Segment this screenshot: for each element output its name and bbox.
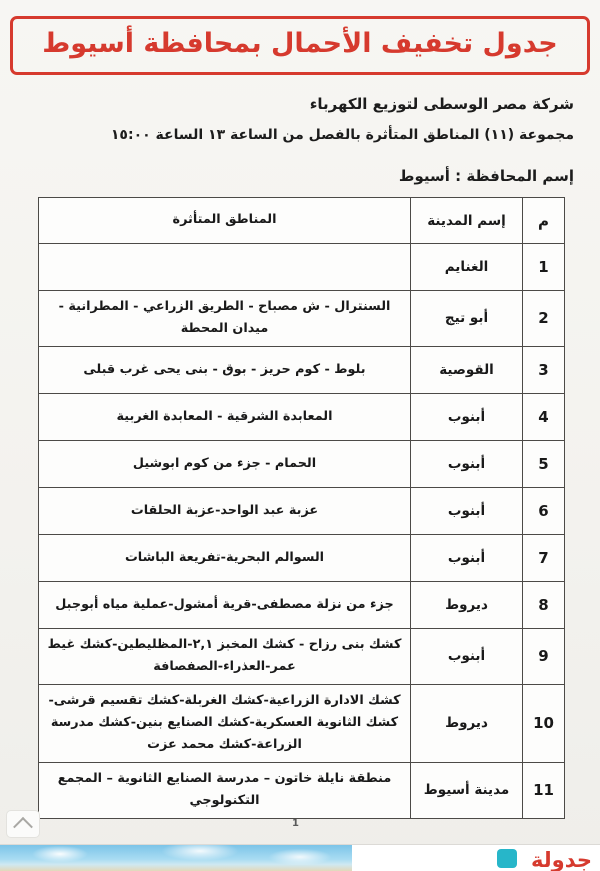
- row-number: 8: [523, 581, 565, 628]
- row-number: 11: [523, 762, 565, 818]
- row-city-name: ديروط: [411, 684, 523, 762]
- row-affected-areas: [39, 244, 411, 291]
- document-title-box: [10, 16, 590, 75]
- table-body: [39, 244, 565, 819]
- row-number: 5: [523, 440, 565, 487]
- table-row: [39, 534, 565, 581]
- chevron-up-icon: [13, 817, 33, 837]
- banner-text-area: [352, 845, 600, 871]
- governorate-line: إسم المحافظة : أسيوط: [398, 167, 574, 185]
- page-number: 1: [292, 818, 299, 829]
- table-row: [39, 346, 565, 393]
- row-number: 2: [523, 291, 565, 347]
- table-row: [39, 393, 565, 440]
- table-row: [39, 487, 565, 534]
- row-city-name: أبو تيج: [411, 291, 523, 347]
- row-city-name: ديروط: [411, 581, 523, 628]
- row-affected-areas: المعابدة الشرقية - المعابدة الغربية: [39, 393, 411, 440]
- row-number: 1: [523, 244, 565, 291]
- bottom-banner[interactable]: [0, 844, 600, 871]
- col-header-city: إسم المدينة: [411, 198, 523, 244]
- banner-title: جدولة: [531, 847, 592, 871]
- group-schedule-line: مجموعة (١١) المناطق المتأثرة بالفصل من الساعة ١٣ الساعة ١٥:٠٠: [110, 127, 574, 143]
- row-affected-areas: كشك الادارة الزراعية-كشك الغربلة-كشك تقسيم قرشى-كشك الثانوية العسكرية-كشك الصنايع بنين-كشك مدرسة الزراعة-كشك محمد عزت: [39, 684, 411, 762]
- table-row: [39, 581, 565, 628]
- row-city-name: أبنوب: [411, 440, 523, 487]
- table-row: [39, 291, 565, 347]
- row-number: 4: [523, 393, 565, 440]
- row-affected-areas: الحمام - جزء من كوم ابوشيل: [39, 440, 411, 487]
- row-number: 9: [523, 628, 565, 684]
- table-row: [39, 244, 565, 291]
- table-row: [39, 628, 565, 684]
- row-city-name: القوصية: [411, 346, 523, 393]
- company-name: شركة مصر الوسطى لتوزيع الكهرباء: [309, 95, 574, 113]
- col-header-areas: المناطق المتأثرة: [39, 198, 411, 244]
- row-affected-areas: كشك بنى رزاح - كشك المخبز ٢,١-المظليطين-كشك غيط عمر-العذراء-الصفصافة: [39, 628, 411, 684]
- table-row: [39, 440, 565, 487]
- row-city-name: أبنوب: [411, 534, 523, 581]
- document-meta: [26, 95, 574, 185]
- row-affected-areas: جزء من نزلة مصطفى-قرية أمشول-عملية مياه أبوجبل: [39, 581, 411, 628]
- row-affected-areas: السوالم البحرية-تفريعة الباشات: [39, 534, 411, 581]
- banner-badge-icon: [497, 849, 517, 868]
- row-city-name: مدينة أسيوط: [411, 762, 523, 818]
- row-affected-areas: منطقة نايلة خاتون – مدرسة الصنايع الثانوية – المجمع التكنولوجي: [39, 762, 411, 818]
- row-number: 3: [523, 346, 565, 393]
- row-number: 10: [523, 684, 565, 762]
- row-number: 6: [523, 487, 565, 534]
- scroll-to-top-button[interactable]: [6, 810, 40, 838]
- banner-thumbnail-image: [0, 845, 352, 871]
- row-affected-areas: عزبة عبد الواحد-عزبة الحلقات: [39, 487, 411, 534]
- row-number: 7: [523, 534, 565, 581]
- table-header-row: [39, 198, 565, 244]
- col-header-num: م: [523, 198, 565, 244]
- table-row: [39, 684, 565, 762]
- row-city-name: أبنوب: [411, 487, 523, 534]
- row-city-name: أبنوب: [411, 628, 523, 684]
- areas-table: [38, 197, 565, 819]
- page-title: جدول تخفيف الأحمال بمحافظة أسيوط: [42, 28, 558, 59]
- row-affected-areas: السنترال - ش مصباح - الطريق الزراعي - المطرانية - ميدان المحطة: [39, 291, 411, 347]
- row-city-name: الغنايم: [411, 244, 523, 291]
- table-row: [39, 762, 565, 818]
- row-city-name: أبنوب: [411, 393, 523, 440]
- row-affected-areas: بلوط - كوم حريز - بوق - بنى يحى غرب قبلى: [39, 346, 411, 393]
